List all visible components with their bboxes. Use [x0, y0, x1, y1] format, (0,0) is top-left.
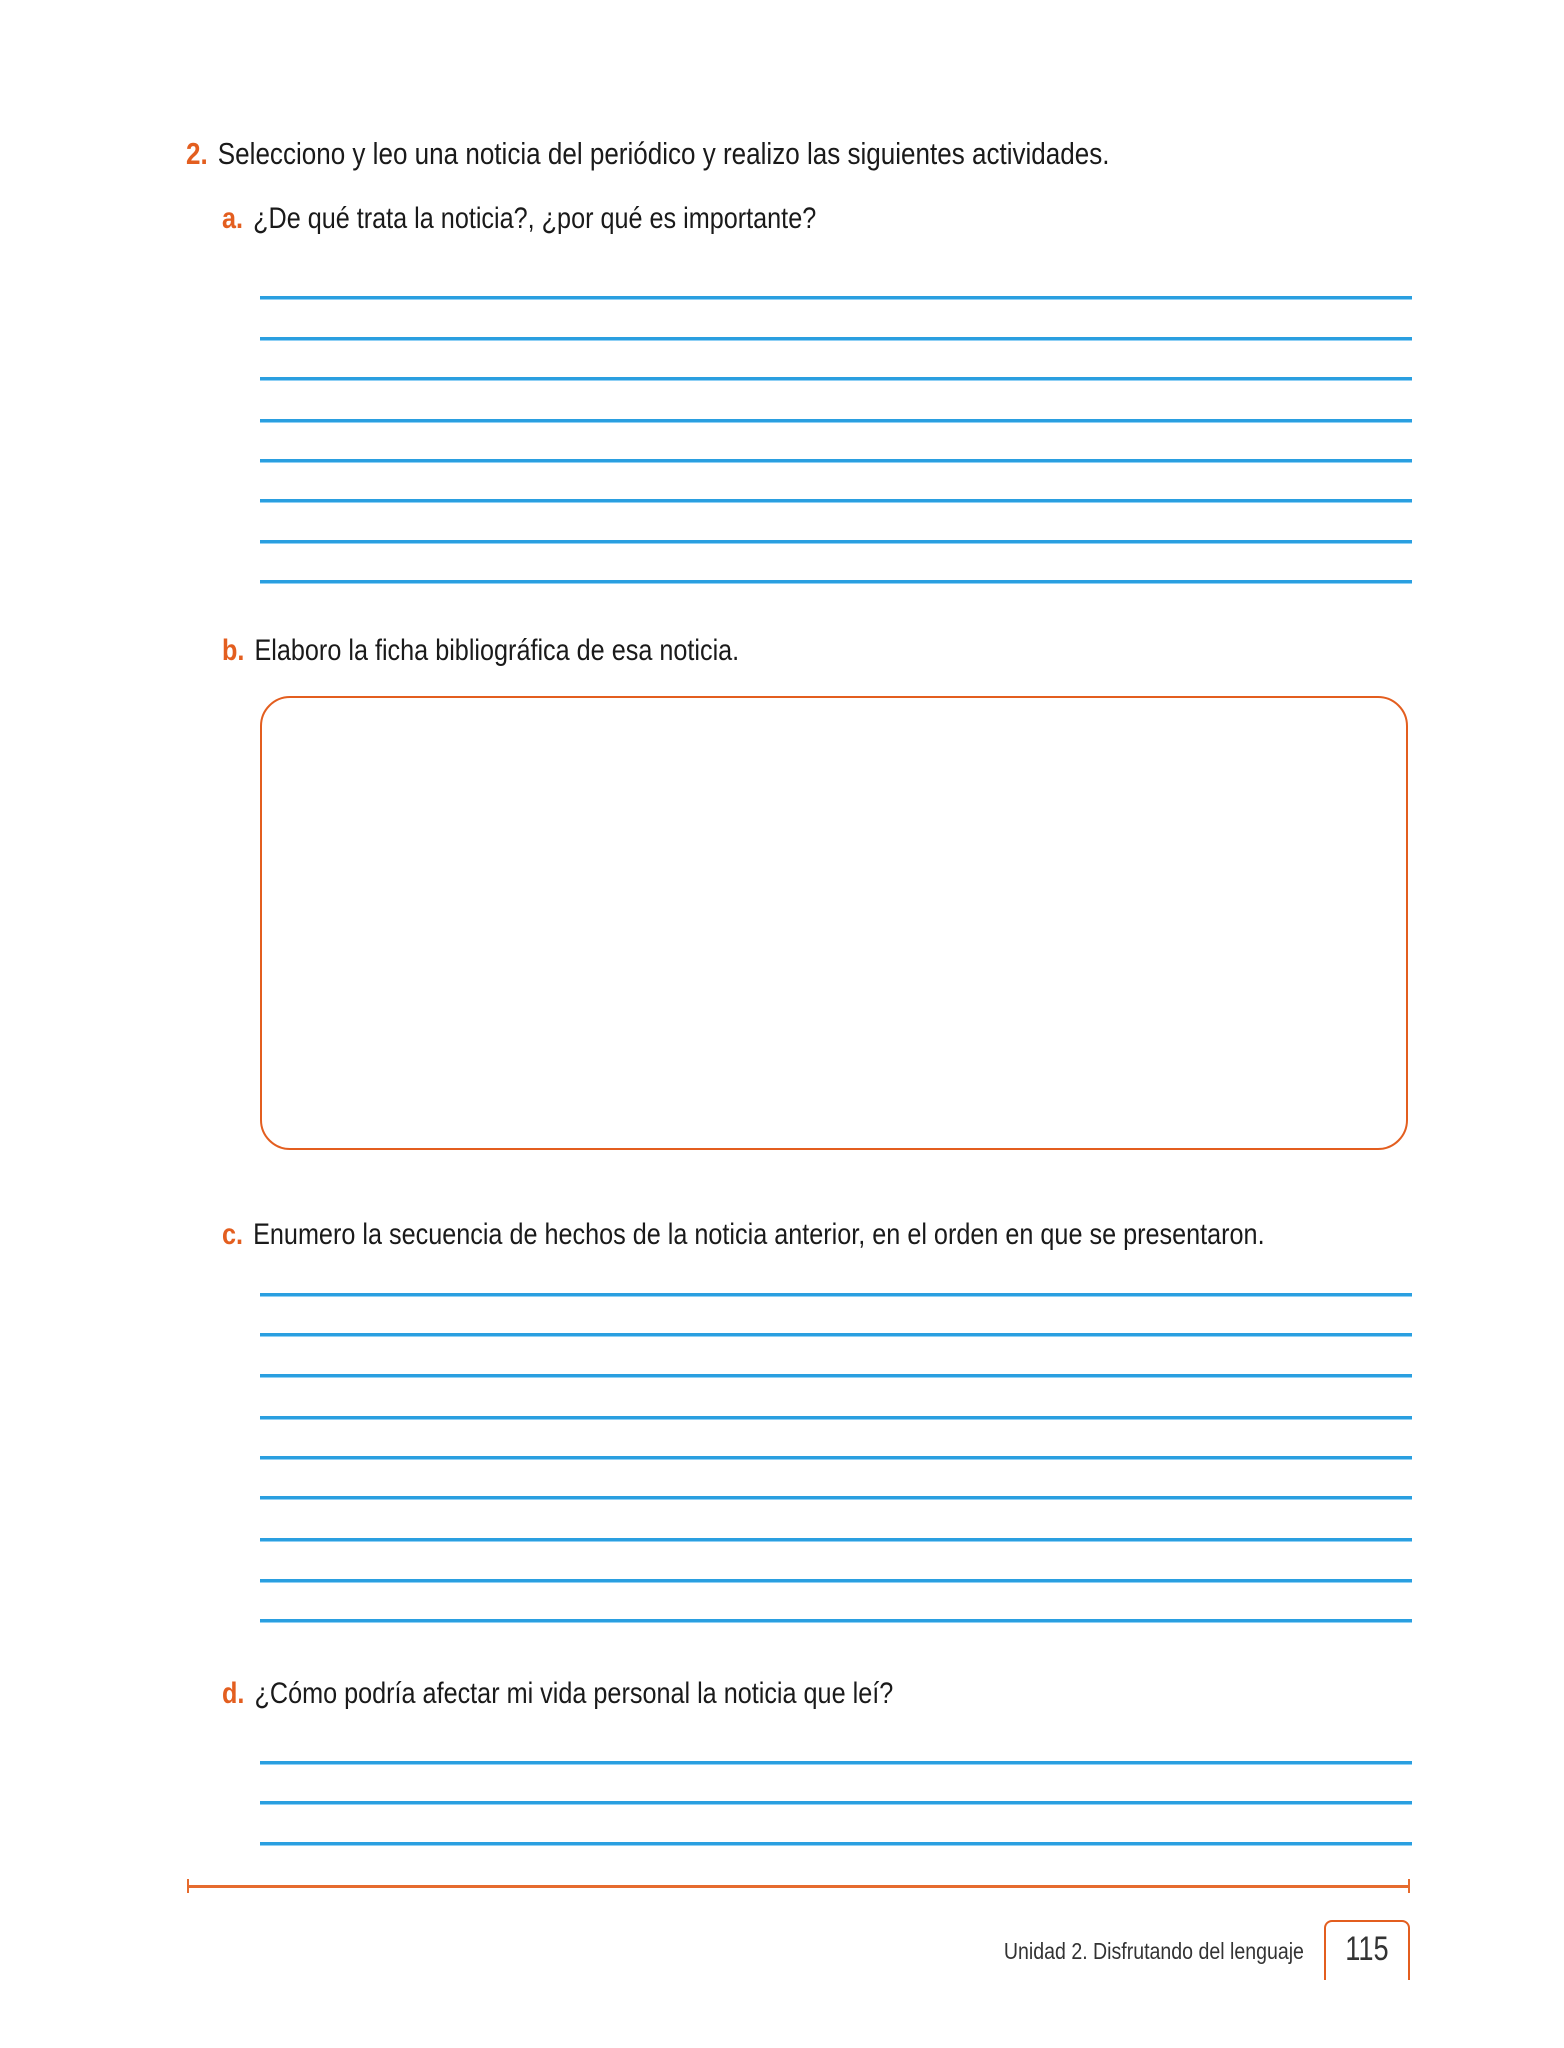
item-text: Elaboro la ficha bibliográfica de esa noticia.	[254, 634, 740, 667]
item-text: ¿Cómo podría afectar mi vida personal la noticia que leí?	[254, 1677, 894, 1710]
answer-line[interactable]	[260, 337, 1412, 341]
answer-line[interactable]	[260, 1416, 1412, 1420]
item-letter: d.	[222, 1677, 245, 1710]
answer-line[interactable]	[260, 1619, 1412, 1623]
item-text: Enumero la secuencia de hechos de la noticia anterior, en el orden en que se presentaron.	[253, 1218, 1265, 1251]
item-letter: c.	[222, 1218, 244, 1251]
answer-line[interactable]	[260, 499, 1412, 503]
item-d	[222, 1677, 893, 1711]
item-c	[222, 1218, 1265, 1252]
page-number-tab	[1324, 1920, 1410, 1980]
answer-line[interactable]	[260, 296, 1412, 300]
item-text: ¿De qué trata la noticia?, ¿por qué es importante?	[253, 202, 817, 235]
unit-title: Unidad 2. Disfrutando del lenguaje	[1004, 1938, 1304, 1964]
question-text: Selecciono y leo una noticia del periódico y realizo las siguientes actividades.	[217, 136, 1110, 171]
item-letter: a.	[222, 202, 244, 235]
answer-line[interactable]	[260, 540, 1412, 544]
divider-end-tick	[187, 1879, 189, 1893]
divider-end-tick	[1408, 1879, 1410, 1893]
item-b	[222, 634, 739, 668]
answer-line[interactable]	[260, 1538, 1412, 1542]
question-number: 2.	[186, 136, 208, 171]
footer-divider	[188, 1885, 1410, 1888]
answer-line[interactable]	[260, 1374, 1412, 1378]
answer-line[interactable]	[260, 1496, 1412, 1500]
bibliographic-card-box[interactable]	[260, 696, 1408, 1150]
answer-line[interactable]	[260, 1456, 1412, 1460]
answer-line[interactable]	[260, 1842, 1412, 1846]
item-letter: b.	[222, 634, 245, 667]
answer-line[interactable]	[260, 1293, 1412, 1297]
answer-line[interactable]	[260, 419, 1412, 423]
question-heading	[186, 136, 1109, 172]
item-a	[222, 202, 816, 236]
answer-line[interactable]	[260, 459, 1412, 463]
answer-line[interactable]	[260, 1333, 1412, 1337]
answer-line[interactable]	[260, 1801, 1412, 1805]
answer-line[interactable]	[260, 377, 1412, 381]
answer-line[interactable]	[260, 1579, 1412, 1583]
answer-line[interactable]	[260, 1761, 1412, 1765]
answer-line[interactable]	[260, 580, 1412, 584]
page-number: 115	[1345, 1930, 1389, 1968]
